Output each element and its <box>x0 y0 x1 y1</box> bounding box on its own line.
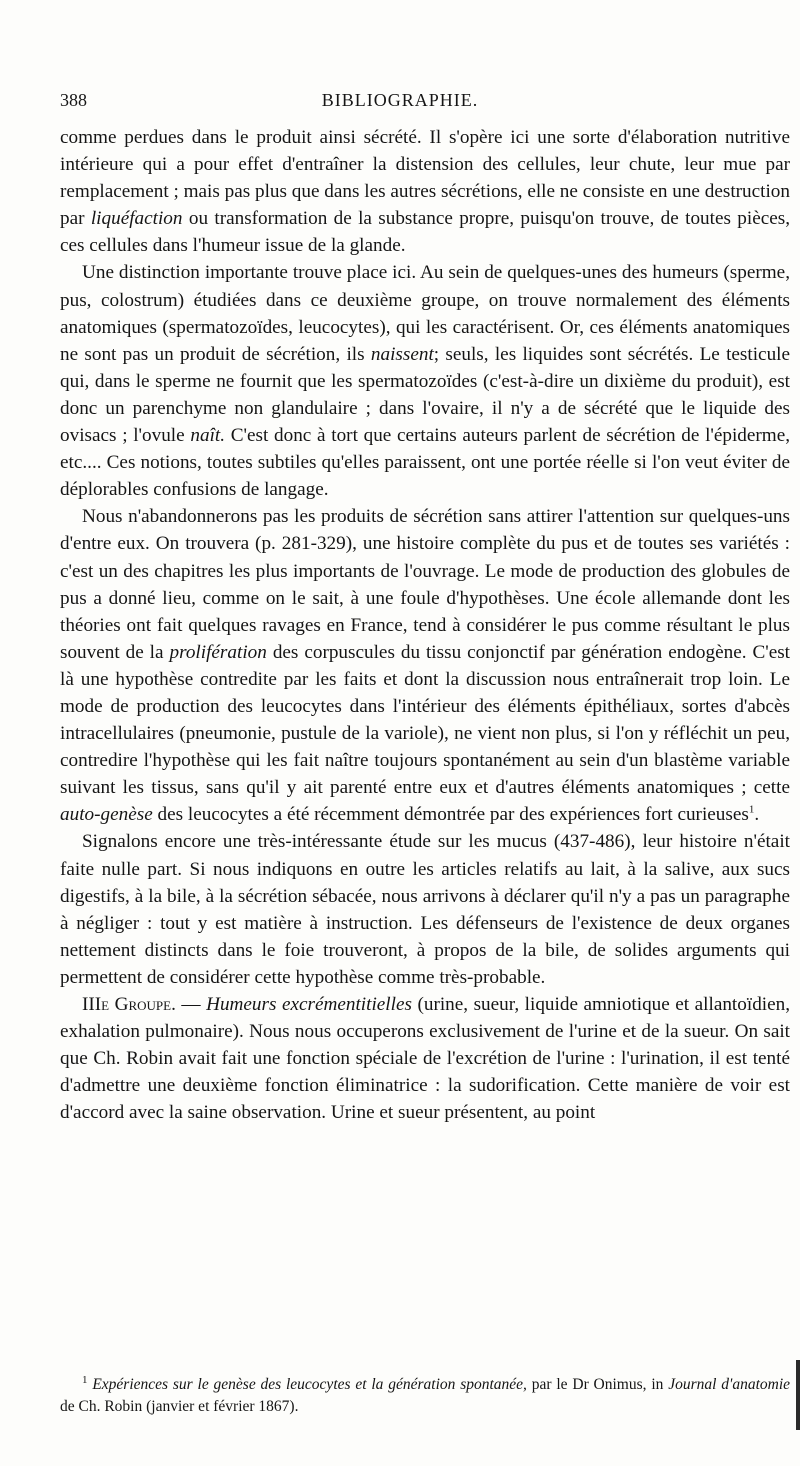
page-number: 388 <box>60 90 87 110</box>
footnote <box>60 1374 790 1418</box>
journal-title: Journal d'anatomie <box>668 1376 791 1393</box>
emphasis: auto-genèse <box>60 804 153 826</box>
section-title: Humeurs excrémentitielles <box>206 994 412 1015</box>
emphasis: naît. <box>190 425 226 447</box>
paragraph-1: comme perdues dans le produit ainsi sécrété. Il s'opère ici une sorte d'élaboration nutritive intérieure qui a pour effet d'entraîner la distension des cellules, leur chute, leur mue par remplacement ; mais pas plus que dans les autres sécrétions, elle ne consiste en une destruction par liquéfaction ou transformation de la substance propre, puisqu'on trouve, de toutes pièces, ces cellules dans l'humeur issue de la glande. <box>60 127 791 257</box>
emphasis: naissent <box>370 343 434 365</box>
footnote-mark: 1 <box>82 1373 88 1386</box>
paragraph-2: Une distinction importante trouve place ici. Au sein de quelques-unes des humeurs (sperme, pus, colostrum) étudiées dans ce deuxième groupe, on trouve normalement des éléments anatomiques (spermatozoïdes, leucocytes), qui les caractérisent. Or, ces éléments anatomiques ne sont pas un produit de sécrétion, ils naissent; seuls, les liquides sont sécrétés. Le testicule qui, dans le sperme ne fournit que les spermatozoïdes (c'est-à-dire un dixième du produit), est donc un parenchyme non glandulaire ; dans l'ovaire, il n'y a de sécrété que le liquide des ovisacs ; l'ovule naît. C'est donc à tort que certains auteurs parlent de sécrétion de l'épiderme, etc.... Ces notions, toutes subtiles qu'elles paraissent, ont une portée réelle si l'on veut éviter de déplorables confusions de langage. <box>60 262 791 501</box>
footnote-1: $^1$ Expériences sur le genèse des leucocytes et la génération spontanée, par le Dr Onimus, in Journal d'anatomie de Ch. Robin (janvier et février 1867). <box>60 1373 791 1415</box>
scan-edge-mark <box>796 1360 800 1430</box>
running-title: BIBLIOGRAPHIE. <box>321 90 479 110</box>
paragraph-5: IIIe Groupe. — Humeurs excrémentitielles (urine, sueur, liquide amniotique et allantoïdien, exhalation pulmonaire). Nous nous occuperons exclusivement de l'urine et de la sueur. On sait que Ch. Robin avait fait une fonction spéciale de l'excrétion de l'urine : l'urination, il est tenté d'admettre une deuxième fonction éliminatrice : la sudorification. Cette manière de voir est d'accord avec la saine observation. Urine et sueur présentent, au point <box>60 994 791 1124</box>
section-label: IIIe Groupe. <box>82 994 176 1015</box>
body-text <box>60 124 790 1126</box>
paragraph-3: Nous n'abandonnerons pas les produits de sécrétion sans attirer l'attention sur quelques-uns d'entre eux. On trouvera (p. 281-329), une histoire complète du pus et de toutes ses variétés : c'est un des chapitres les plus importants de l'ouvrage. Le mode de production des globules de pus a donné lieu, comme on le sait, à une foule d'hypothèses. Une école allemande dont les théories ont fait quelques ravages en France, tend à considérer le pus comme résultant le plus souvent de la prolifération des corpuscules du tissu conjonctif par génération endogène. C'est là une hypothèse contredite par les faits et dont la discussion nous entraînerait trop loin. Le mode de production des leucocytes dans l'intérieur des éléments épithéliaux, sortes d'abcès intracellulaires (pneumonie, pustule de la variole), ne vient non plus, si l'on y réfléchit un peu, contredire l'hypothèse qui les fait naître toujours spontanément au sein d'un blastème variable suivant les tissus, sans qu'il y ait parenté entre eux et d'autres éléments anatomiques ; cette auto-genèse des leucocytes a été récemment démontrée par des expériences fort curieuses$^1$. <box>60 506 791 826</box>
emphasis: prolifération <box>169 641 267 663</box>
emphasis: liquéfaction <box>90 208 183 230</box>
page-header <box>60 90 740 114</box>
footnote-title: Expériences sur le genèse des leucocytes et la génération spontanée, <box>92 1376 527 1393</box>
paragraph-4: Signalons encore une très-intéressante étude sur les mucus (437-486), leur histoire n'était faite nulle part. Si nous indiquons en outre les articles relatifs au lait, à la salive, aux sucs digestifs, à la bile, à la sécrétion sébacée, nous arrivons à déclarer qu'il n'y a pas un paragraphe à négliger : tout y est matière à instruction. Les défenseurs de l'existence de deux organes nettement distincts dans le foie trouveront, à propos de la bile, de solides arguments qui permettent de considérer cette hypothèse comme très-probable. <box>60 831 790 988</box>
footnote-reference[interactable]: 1 <box>748 803 755 816</box>
